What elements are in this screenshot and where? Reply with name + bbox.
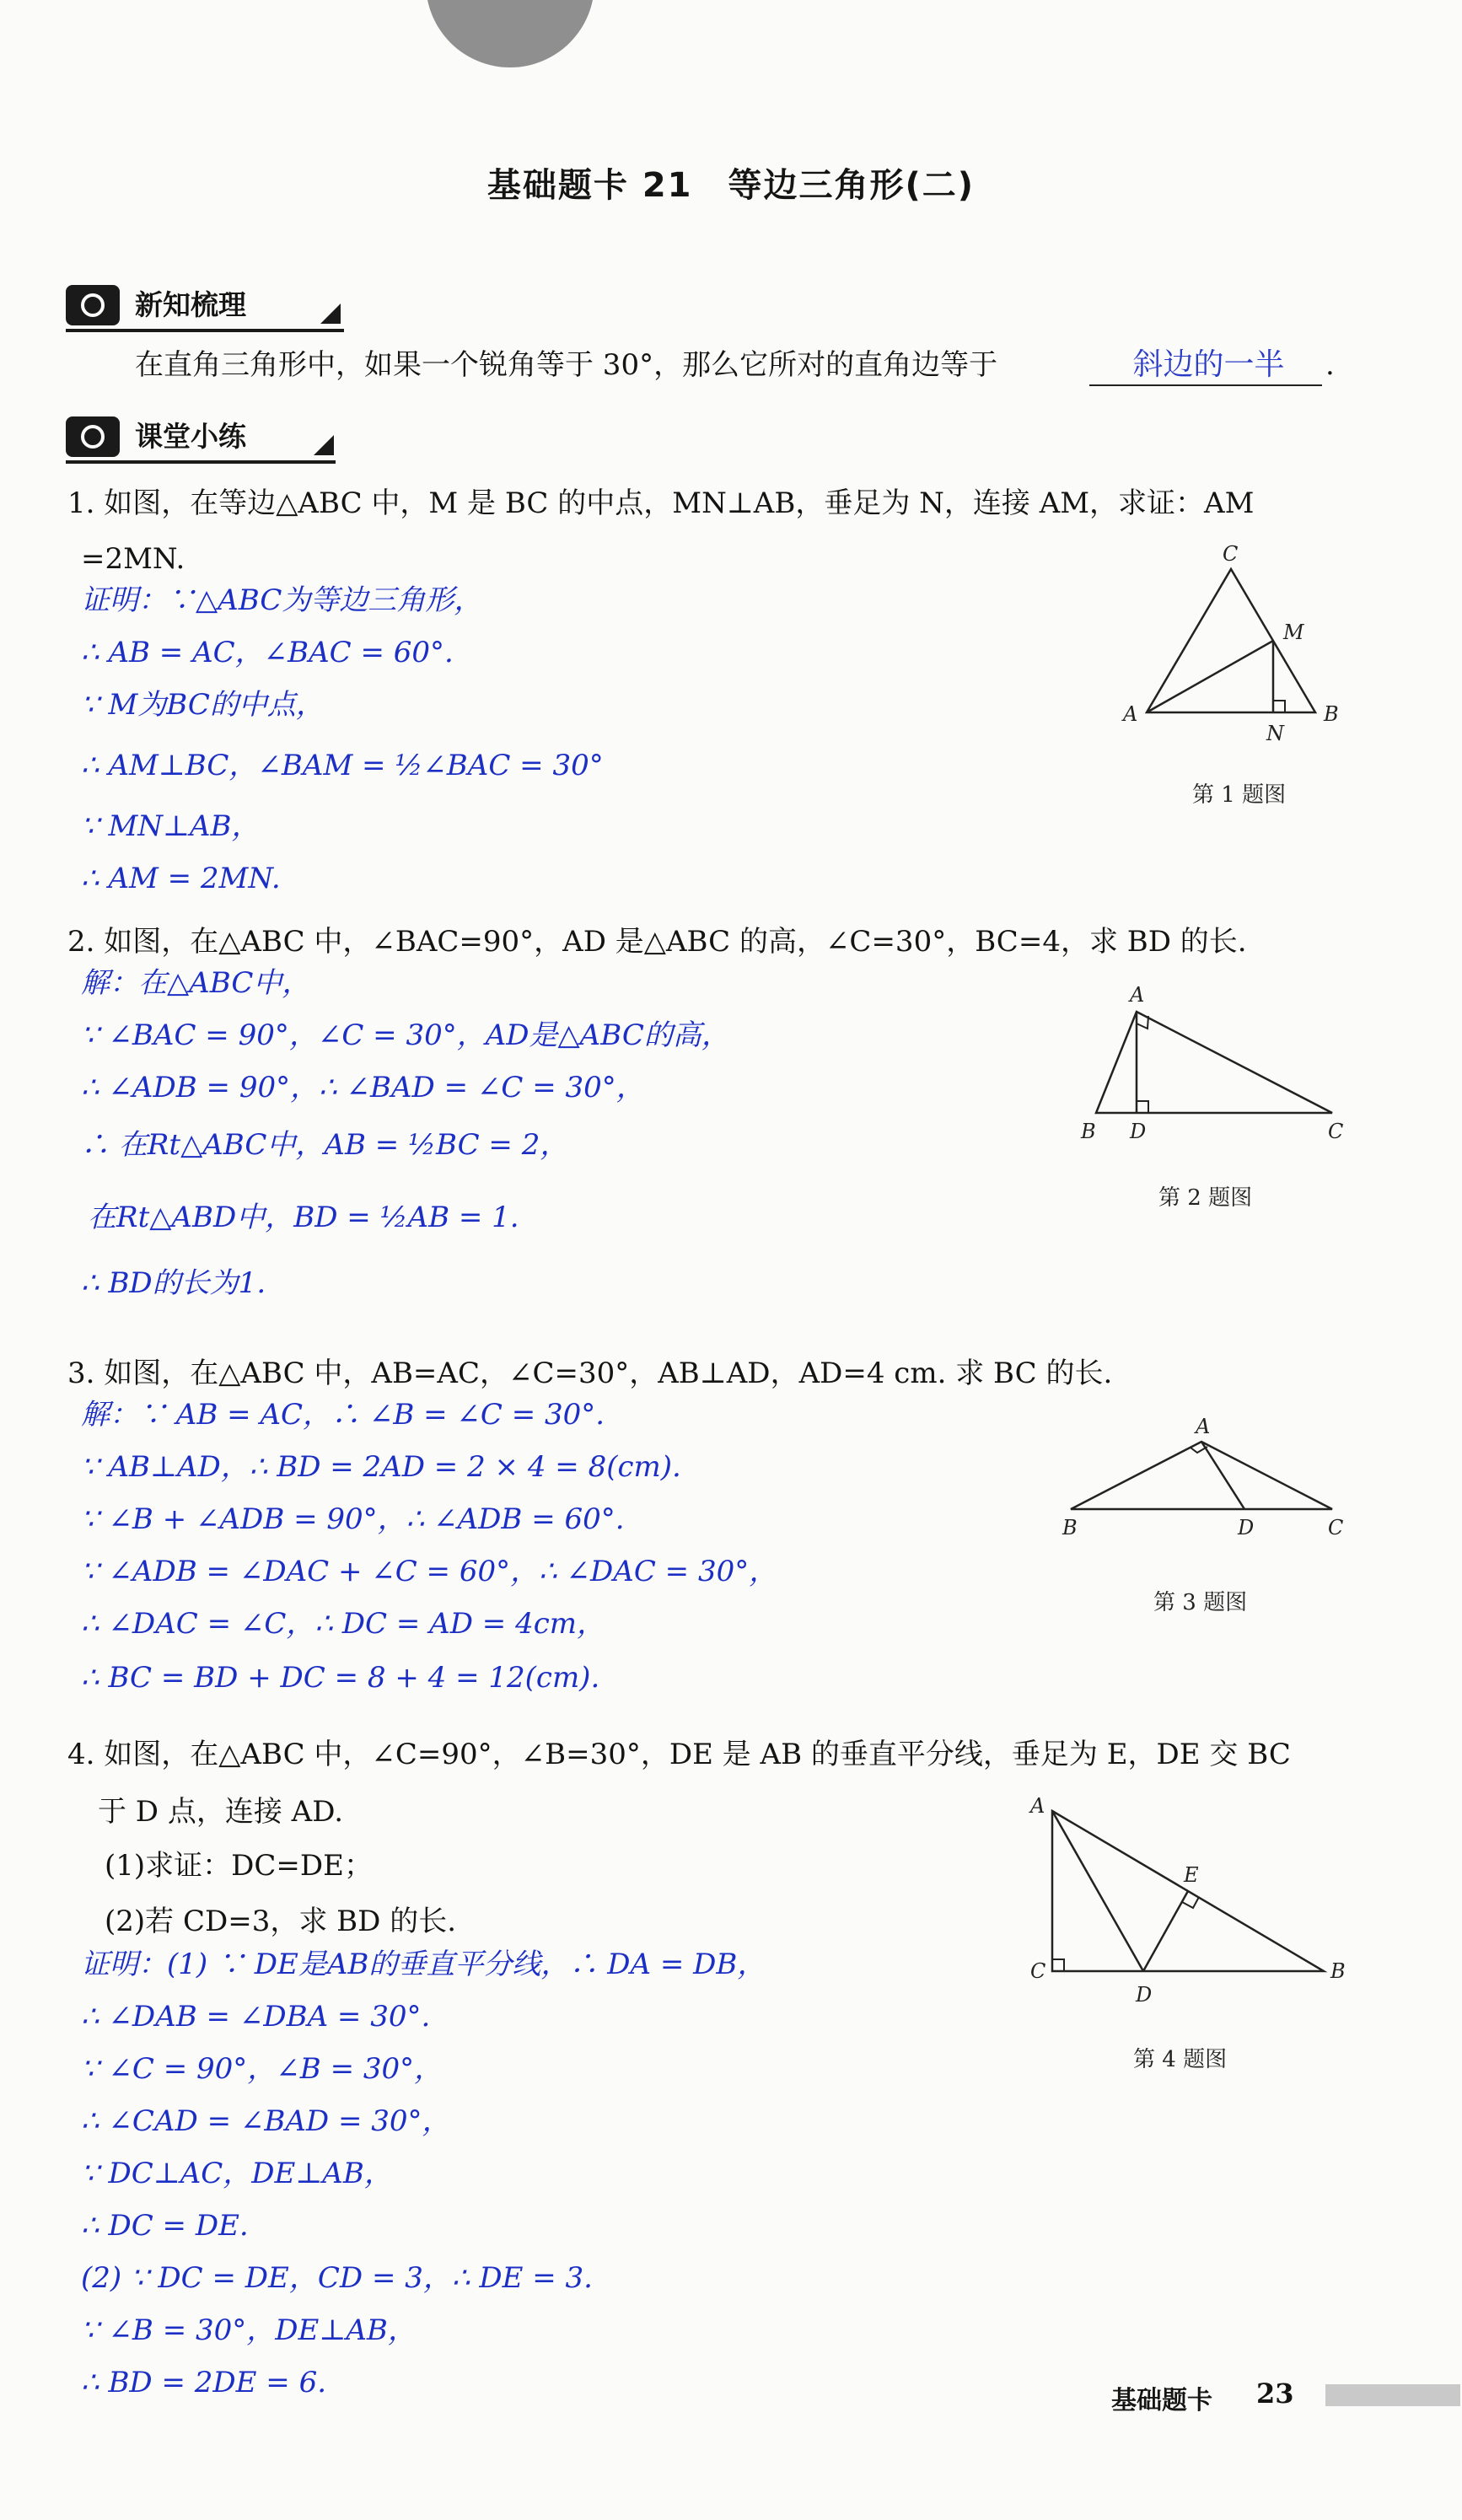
answer-line: ∵ ∠B = 30°，DE⊥AB，: [81, 2313, 417, 2347]
page-tab-decoration: [426, 0, 594, 67]
problem2-question: 2. 如图，在△ABC 中，∠BAC=90°，AD 是△ABC 的高，∠C=30°，BC=4，求 BD 的长.: [67, 925, 1247, 959]
problem3-question: 3. 如图，在△ABC 中，AB=AC，∠C=30°，AB⊥AD，AD=4 cm. 求 BC 的长.: [67, 1357, 1113, 1390]
answer-line: ∴ ∠ADB = 90°，∴ ∠BAD = ∠C = 30°，: [81, 1071, 645, 1104]
label-a: A: [1196, 1415, 1211, 1438]
section-header-practice: [66, 411, 344, 462]
label-m: M: [1283, 621, 1304, 644]
answer-line: ∵ ∠ADB = ∠DAC + ∠C = 60°，∴ ∠DAC = 30°，: [81, 1555, 778, 1588]
label-d: D: [1136, 1983, 1153, 2007]
problem2-figure: [1071, 978, 1357, 1143]
label-c: C: [1223, 542, 1239, 566]
section-title: 新知梳理: [135, 288, 246, 321]
answer-line: 在Rt△ABD中，BD = ½AB = 1.: [88, 1201, 519, 1234]
right-angle-mark: [1191, 1447, 1207, 1453]
notebook-icon: [66, 285, 120, 325]
answer-line: ∴ AM = 2MN.: [81, 862, 281, 895]
label-c: C: [1030, 1959, 1046, 1983]
answer-line: (2) ∵ DC = DE，CD = 3，∴ DE = 3.: [81, 2261, 593, 2295]
section-header-new-knowledge: [66, 280, 352, 330]
triangle-abc: [1096, 1012, 1332, 1113]
label-b: B: [1081, 1120, 1096, 1143]
answer-line: ∴ AM⊥BC，∠BAM = ½∠BAC = 30°: [81, 749, 604, 782]
problem1-question-line1: 1. 如图，在等边△ABC 中，M 是 BC 的中点，MN⊥AB，垂足为 N，连接 AM，求证：AM: [67, 486, 1255, 520]
problem3-figure: [1054, 1408, 1357, 1543]
answer-line: ∵ ∠B + ∠ADB = 90°，∴ ∠ADB = 60°.: [81, 1502, 625, 1536]
label-e: E: [1184, 1863, 1199, 1887]
pencil-note-icon: [66, 416, 120, 457]
section-triangle: [320, 304, 341, 324]
triangle-abc: [1071, 1442, 1332, 1509]
label-b: B: [1324, 702, 1339, 726]
section-title: 课堂小练: [135, 420, 246, 453]
label-a: A: [1123, 702, 1138, 726]
right-angle-mark: [1273, 701, 1285, 712]
section-triangle: [314, 435, 334, 455]
answer-line: ∴ 在Rt△ABC中，AB = ½BC = 2，: [81, 1128, 569, 1162]
label-d: D: [1238, 1516, 1255, 1539]
answer-line: ∵ ∠BAC = 90°，∠C = 30°，AD是△ABC的高，: [81, 1018, 730, 1052]
answer-line: ∴ ∠CAD = ∠BAD = 30°，: [81, 2104, 451, 2138]
answer-line: ∵ AB⊥AD，∴ BD = 2AD = 2 × 4 = 8(cm).: [81, 1450, 681, 1484]
answer-line: ∴ BD = 2DE = 6.: [81, 2366, 327, 2399]
label-a: A: [1130, 983, 1145, 1007]
footer-bar: [1325, 2384, 1460, 2406]
answer-line: ∴ BC = BD + DC = 8 + 4 = 12(cm).: [81, 1661, 600, 1695]
problem4-question-line1: 4. 如图，在△ABC 中，∠C=90°，∠B=30°，DE 是 AB 的垂直平分线，垂足为 E，DE 交 BC: [67, 1738, 1291, 1771]
knowledge-period: .: [1325, 348, 1335, 382]
label-c: C: [1328, 1516, 1344, 1539]
problem4-part1: (1)求证：DC=DE；: [105, 1849, 374, 1883]
problem4-figure: [1020, 1787, 1366, 2015]
answer-line: ∴ DC = DE.: [81, 2209, 249, 2243]
label-d: D: [1130, 1120, 1147, 1143]
footer-title: 基础题卡: [1111, 2386, 1212, 2415]
problem4-caption: 第 4 题图: [1133, 2047, 1228, 2072]
page-number: 23: [1256, 2378, 1294, 2410]
answer-line: ∵ ∠C = 90°，∠B = 30°，: [81, 2052, 443, 2086]
page-title: 基础题卡 21 等边三角形(二): [486, 166, 976, 205]
answer-line: ∵ M为BC的中点，: [81, 688, 325, 722]
problem1-question-line2: =2MN.: [81, 542, 185, 576]
label-n: N: [1266, 722, 1284, 745]
segment-am: [1147, 641, 1273, 712]
answer-line: 证明：(1) ∵ DE是AB的垂直平分线，∴ DA = DB，: [81, 1948, 766, 1981]
problem2-caption: 第 2 题图: [1158, 1185, 1253, 1211]
label-b: B: [1330, 1959, 1346, 1983]
answer-line: ∴ BD的长为1.: [81, 1266, 266, 1300]
knowledge-answer: 斜边的一半: [1132, 347, 1285, 382]
problem3-caption: 第 3 题图: [1153, 1590, 1248, 1615]
answer-line: ∵ DC⊥AC，DE⊥AB，: [81, 2157, 393, 2190]
answer-line: 解：∵ AB = AC，∴ ∠B = ∠C = 30°.: [81, 1398, 605, 1432]
answer-blank-line: [1089, 384, 1322, 386]
right-angle-mark-d: [1137, 1101, 1148, 1113]
problem4-question-line2: 于 D 点，连接 AD.: [98, 1795, 344, 1829]
problem1-figure: [1121, 540, 1366, 759]
answer-line: ∴ AB = AC，∠BAC = 60°.: [81, 636, 454, 669]
segment-de: [1143, 1891, 1188, 1971]
knowledge-statement: 在直角三角形中，如果一个锐角等于 30°，那么它所对的直角边等于: [135, 348, 998, 382]
label-b: B: [1062, 1516, 1078, 1539]
label-a: A: [1030, 1794, 1045, 1818]
answer-line: 解：在△ABC中，: [81, 966, 311, 1000]
problem1-caption: 第 1 题图: [1192, 782, 1287, 808]
section-underline: [66, 460, 336, 464]
segment-ad: [1052, 1811, 1143, 1971]
answer-line: ∵ MN⊥AB，: [81, 809, 261, 843]
answer-line: 证明：∵△ABC为等边三角形，: [81, 583, 483, 617]
right-angle-mark-c: [1052, 1959, 1064, 1971]
answer-line: ∴ ∠DAB = ∠DBA = 30°.: [81, 2000, 431, 2034]
label-c: C: [1328, 1120, 1344, 1143]
section-underline: [66, 329, 344, 332]
problem4-part2: (2)若 CD=3，求 BD 的长.: [105, 1905, 457, 1938]
answer-line: ∴ ∠DAC = ∠C，∴ DC = AD = 4cm，: [81, 1607, 606, 1641]
